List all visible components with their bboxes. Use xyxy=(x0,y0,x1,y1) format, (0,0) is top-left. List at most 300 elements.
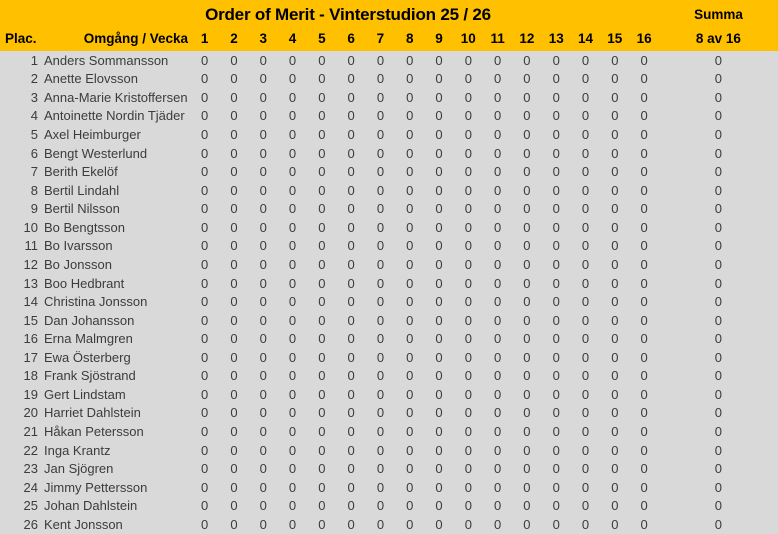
score-cell: 0 xyxy=(435,219,443,235)
score-cell: 0 xyxy=(230,182,238,198)
score-cell: 0 xyxy=(494,461,502,477)
score-cell: 0 xyxy=(201,368,209,384)
score-cell: 0 xyxy=(581,294,590,310)
score-cell: 0 xyxy=(581,424,590,440)
score-cell: 0 xyxy=(201,461,209,477)
score-cell: 0 xyxy=(611,498,619,514)
score-cell: 0 xyxy=(464,275,472,291)
score-cell: 0 xyxy=(640,442,648,458)
score-cell: 0 xyxy=(318,386,326,402)
score-cell: 0 xyxy=(611,516,619,532)
score-cell: 0 xyxy=(406,516,414,532)
player-rank: 6 xyxy=(30,145,38,161)
score-cell: 0 xyxy=(406,52,414,68)
score-cell: 0 xyxy=(406,71,414,87)
score-cell: 0 xyxy=(288,201,297,217)
score-cell: 0 xyxy=(230,164,238,180)
score-cell: 0 xyxy=(435,294,443,310)
summa-cell: 0 xyxy=(714,294,722,310)
player-rank: 5 xyxy=(30,127,38,143)
score-cell: 0 xyxy=(494,164,502,180)
summa-cell: 0 xyxy=(714,312,722,328)
score-cell: 0 xyxy=(288,294,297,310)
score-cell: 0 xyxy=(201,479,209,495)
score-cell: 0 xyxy=(376,275,385,291)
player-rank: 11 xyxy=(24,238,38,254)
score-cell: 0 xyxy=(494,386,502,402)
score-cell: 0 xyxy=(230,386,238,402)
player-rank: 20 xyxy=(23,405,38,421)
player-rank: 16 xyxy=(23,331,38,347)
score-cell: 0 xyxy=(259,145,267,161)
column-header-row xyxy=(0,27,778,51)
score-cell: 0 xyxy=(318,182,326,198)
score-cell: 0 xyxy=(288,424,297,440)
score-cell: 0 xyxy=(640,498,648,514)
player-rank: 7 xyxy=(30,164,38,180)
score-cell: 0 xyxy=(640,349,648,365)
col-header-round: 3 xyxy=(259,31,267,46)
col-header-round-week: Omgång / Vecka xyxy=(83,31,188,46)
score-cell: 0 xyxy=(376,405,385,421)
score-cell: 0 xyxy=(230,405,238,421)
score-cell: 0 xyxy=(464,71,472,87)
score-cell: 0 xyxy=(259,238,267,254)
score-cell: 0 xyxy=(435,386,443,402)
score-cell: 0 xyxy=(201,127,209,143)
score-cell: 0 xyxy=(435,349,443,365)
score-cell: 0 xyxy=(523,219,531,235)
score-cell: 0 xyxy=(230,442,238,458)
score-cell: 0 xyxy=(552,294,560,310)
score-cell: 0 xyxy=(640,219,648,235)
player-rank: 9 xyxy=(30,201,38,217)
score-cell: 0 xyxy=(523,164,531,180)
score-cell: 0 xyxy=(464,442,472,458)
score-cell: 0 xyxy=(552,201,560,217)
score-cell: 0 xyxy=(611,405,619,421)
player-rank: 17 xyxy=(23,349,38,365)
score-cell: 0 xyxy=(406,275,414,291)
player-rank: 10 xyxy=(23,219,38,235)
score-cell: 0 xyxy=(259,89,267,105)
score-cell: 0 xyxy=(376,331,385,347)
score-cell: 0 xyxy=(406,461,414,477)
score-cell: 0 xyxy=(259,349,267,365)
score-cell: 0 xyxy=(552,219,560,235)
player-rank: 12 xyxy=(23,256,38,272)
score-cell: 0 xyxy=(406,442,414,458)
player-name: Jimmy Pettersson xyxy=(44,479,148,495)
score-cell: 0 xyxy=(611,201,619,217)
score-cell: 0 xyxy=(259,312,267,328)
score-cell: 0 xyxy=(259,461,267,477)
score-cell: 0 xyxy=(640,256,648,272)
score-cell: 0 xyxy=(201,331,209,347)
score-cell: 0 xyxy=(347,201,355,217)
score-cell: 0 xyxy=(230,145,238,161)
score-cell: 0 xyxy=(347,349,355,365)
score-cell: 0 xyxy=(347,479,355,495)
score-cell: 0 xyxy=(552,127,560,143)
score-cell: 0 xyxy=(288,312,297,328)
score-cell: 0 xyxy=(288,331,297,347)
score-cell: 0 xyxy=(494,498,502,514)
summa-cell: 0 xyxy=(714,424,722,440)
table-row xyxy=(0,385,778,404)
score-cell: 0 xyxy=(494,294,502,310)
score-cell: 0 xyxy=(230,479,238,495)
score-cell: 0 xyxy=(494,312,502,328)
summa-label: Summa xyxy=(694,7,743,22)
summa-cell: 0 xyxy=(714,145,722,161)
score-cell: 0 xyxy=(259,498,267,514)
score-cell: 0 xyxy=(611,275,619,291)
table-row xyxy=(0,88,778,107)
score-cell: 0 xyxy=(464,219,472,235)
score-cell: 0 xyxy=(581,182,590,198)
score-cell: 0 xyxy=(581,331,590,347)
player-name: Harriet Dahlstein xyxy=(44,405,141,421)
score-cell: 0 xyxy=(464,312,472,328)
score-cell: 0 xyxy=(406,127,414,143)
score-cell: 0 xyxy=(201,71,209,87)
title-row xyxy=(0,0,778,27)
player-name: Bo Jonsson xyxy=(44,256,112,272)
col-header-round: 5 xyxy=(318,31,326,46)
score-cell: 0 xyxy=(581,256,590,272)
score-cell: 0 xyxy=(435,145,443,161)
score-cell: 0 xyxy=(318,256,326,272)
score-cell: 0 xyxy=(259,405,267,421)
player-name: Anders Sommansson xyxy=(44,52,169,68)
score-cell: 0 xyxy=(581,516,590,532)
score-cell: 0 xyxy=(552,164,560,180)
summa-cell: 0 xyxy=(714,238,722,254)
score-cell: 0 xyxy=(376,312,385,328)
score-cell: 0 xyxy=(318,424,326,440)
summa-cell: 0 xyxy=(714,201,722,217)
score-cell: 0 xyxy=(318,89,326,105)
score-cell: 0 xyxy=(406,424,414,440)
player-rank: 13 xyxy=(23,275,38,291)
score-cell: 0 xyxy=(464,405,472,421)
score-cell: 0 xyxy=(435,368,443,384)
score-cell: 0 xyxy=(376,349,385,365)
score-cell: 0 xyxy=(464,164,472,180)
score-cell: 0 xyxy=(318,201,326,217)
player-name: Anna-Marie Kristoffersen xyxy=(44,89,188,105)
score-cell: 0 xyxy=(523,256,531,272)
score-cell: 0 xyxy=(581,219,590,235)
table-row xyxy=(0,441,778,460)
col-header-round: 6 xyxy=(347,31,355,46)
player-rank: 1 xyxy=(30,52,38,68)
score-cell: 0 xyxy=(640,331,648,347)
table-row xyxy=(0,162,778,181)
score-cell: 0 xyxy=(288,461,297,477)
table-row xyxy=(0,478,778,497)
score-cell: 0 xyxy=(464,386,472,402)
score-cell: 0 xyxy=(230,294,238,310)
score-cell: 0 xyxy=(581,349,590,365)
score-cell: 0 xyxy=(464,108,472,124)
score-cell: 0 xyxy=(552,238,560,254)
score-cell: 0 xyxy=(464,349,472,365)
score-cell: 0 xyxy=(640,386,648,402)
score-cell: 0 xyxy=(581,201,590,217)
score-cell: 0 xyxy=(523,275,531,291)
score-cell: 0 xyxy=(201,498,209,514)
summa-cell: 0 xyxy=(714,442,722,458)
score-cell: 0 xyxy=(523,201,531,217)
score-cell: 0 xyxy=(288,368,297,384)
table-row xyxy=(0,367,778,386)
table-row xyxy=(0,181,778,200)
score-cell: 0 xyxy=(347,312,355,328)
score-cell: 0 xyxy=(376,219,385,235)
score-cell: 0 xyxy=(376,498,385,514)
score-cell: 0 xyxy=(259,386,267,402)
player-name: Bo Bengtsson xyxy=(44,219,125,235)
score-cell: 0 xyxy=(640,145,648,161)
score-cell: 0 xyxy=(318,461,326,477)
score-cell: 0 xyxy=(494,349,502,365)
score-cell: 0 xyxy=(406,201,414,217)
score-cell: 0 xyxy=(464,145,472,161)
player-name: Erna Malmgren xyxy=(44,331,133,347)
score-cell: 0 xyxy=(318,238,326,254)
score-cell: 0 xyxy=(347,256,355,272)
score-cell: 0 xyxy=(494,71,502,87)
player-name: Bertil Nilsson xyxy=(44,201,120,217)
score-cell: 0 xyxy=(581,479,590,495)
score-cell: 0 xyxy=(201,164,209,180)
score-cell: 0 xyxy=(318,498,326,514)
score-cell: 0 xyxy=(464,52,472,68)
score-cell: 0 xyxy=(406,164,414,180)
summa-cell: 0 xyxy=(714,127,722,143)
score-cell: 0 xyxy=(435,424,443,440)
score-cell: 0 xyxy=(640,52,648,68)
player-name: Berith Ekelöf xyxy=(44,164,118,180)
col-header-plac: Plac. xyxy=(5,31,37,46)
score-cell: 0 xyxy=(347,275,355,291)
score-cell: 0 xyxy=(406,312,414,328)
score-cell: 0 xyxy=(581,127,590,143)
player-rank: 8 xyxy=(30,182,38,198)
score-cell: 0 xyxy=(201,108,209,124)
score-cell: 0 xyxy=(611,294,619,310)
score-cell: 0 xyxy=(347,498,355,514)
score-cell: 0 xyxy=(347,182,355,198)
score-cell: 0 xyxy=(435,52,443,68)
score-cell: 0 xyxy=(406,145,414,161)
score-cell: 0 xyxy=(288,164,297,180)
col-header-round: 4 xyxy=(288,31,297,46)
score-cell: 0 xyxy=(259,331,267,347)
score-cell: 0 xyxy=(435,89,443,105)
score-cell: 0 xyxy=(581,405,590,421)
score-cell: 0 xyxy=(201,516,209,532)
summa-cell: 0 xyxy=(714,89,722,105)
score-cell: 0 xyxy=(640,71,648,87)
score-cell: 0 xyxy=(230,349,238,365)
player-rank: 23 xyxy=(23,461,38,477)
score-cell: 0 xyxy=(494,368,502,384)
score-cell: 0 xyxy=(494,201,502,217)
score-cell: 0 xyxy=(640,127,648,143)
score-cell: 0 xyxy=(318,108,326,124)
summa-cell: 0 xyxy=(714,275,722,291)
score-cell: 0 xyxy=(581,275,590,291)
score-cell: 0 xyxy=(523,331,531,347)
score-cell: 0 xyxy=(640,516,648,532)
score-cell: 0 xyxy=(230,516,238,532)
score-cell: 0 xyxy=(581,386,590,402)
score-cell: 0 xyxy=(201,424,209,440)
score-cell: 0 xyxy=(523,182,531,198)
score-cell: 0 xyxy=(464,182,472,198)
score-cell: 0 xyxy=(230,127,238,143)
player-name: Inga Krantz xyxy=(44,442,111,458)
score-cell: 0 xyxy=(552,386,560,402)
score-cell: 0 xyxy=(552,479,560,495)
score-cell: 0 xyxy=(406,256,414,272)
player-name: Christina Jonsson xyxy=(44,294,148,310)
col-header-round: 10 xyxy=(460,31,476,46)
score-cell: 0 xyxy=(464,498,472,514)
page-title: Order of Merit - Vinterstudion 25 / 26 xyxy=(205,5,491,24)
score-cell: 0 xyxy=(406,349,414,365)
score-cell: 0 xyxy=(552,71,560,87)
score-cell: 0 xyxy=(318,127,326,143)
player-rank: 24 xyxy=(23,479,38,495)
score-cell: 0 xyxy=(611,331,619,347)
score-cell: 0 xyxy=(259,479,267,495)
score-cell: 0 xyxy=(288,89,297,105)
score-cell: 0 xyxy=(611,349,619,365)
score-cell: 0 xyxy=(611,52,619,68)
score-cell: 0 xyxy=(435,405,443,421)
score-cell: 0 xyxy=(201,201,209,217)
score-cell: 0 xyxy=(347,442,355,458)
score-cell: 0 xyxy=(523,405,531,421)
score-cell: 0 xyxy=(259,424,267,440)
score-cell: 0 xyxy=(288,349,297,365)
score-cell: 0 xyxy=(523,238,531,254)
player-rank: 26 xyxy=(23,516,38,532)
score-cell: 0 xyxy=(464,256,472,272)
score-cell: 0 xyxy=(435,108,443,124)
score-cell: 0 xyxy=(347,219,355,235)
score-cell: 0 xyxy=(259,219,267,235)
score-cell: 0 xyxy=(230,331,238,347)
col-header-round: 15 xyxy=(607,31,623,46)
score-cell: 0 xyxy=(406,331,414,347)
score-cell: 0 xyxy=(552,405,560,421)
score-cell: 0 xyxy=(640,368,648,384)
player-name: Anette Elovsson xyxy=(44,71,138,87)
score-cell: 0 xyxy=(552,312,560,328)
player-rank: 18 xyxy=(23,368,38,384)
player-name: Johan Dahlstein xyxy=(44,498,138,514)
score-cell: 0 xyxy=(581,145,590,161)
col-header-summa: 8 av 16 xyxy=(695,31,741,46)
score-cell: 0 xyxy=(523,312,531,328)
col-header-round: 13 xyxy=(548,31,564,46)
player-rank: 14 xyxy=(23,294,38,310)
score-cell: 0 xyxy=(464,201,472,217)
score-cell: 0 xyxy=(288,127,297,143)
score-cell: 0 xyxy=(201,89,209,105)
score-cell: 0 xyxy=(376,424,385,440)
score-cell: 0 xyxy=(288,386,297,402)
score-cell: 0 xyxy=(581,312,590,328)
score-cell: 0 xyxy=(494,108,502,124)
score-cell: 0 xyxy=(347,89,355,105)
score-cell: 0 xyxy=(259,256,267,272)
summa-cell: 0 xyxy=(714,498,722,514)
score-cell: 0 xyxy=(581,461,590,477)
score-cell: 0 xyxy=(523,52,531,68)
table-row xyxy=(0,255,778,274)
col-header-round: 12 xyxy=(519,31,535,46)
score-cell: 0 xyxy=(611,442,619,458)
summa-cell: 0 xyxy=(714,386,722,402)
score-cell: 0 xyxy=(318,294,326,310)
score-cell: 0 xyxy=(611,238,619,254)
score-cell: 0 xyxy=(494,238,502,254)
col-header-round: 2 xyxy=(230,31,238,46)
score-cell: 0 xyxy=(288,145,297,161)
score-cell: 0 xyxy=(347,516,355,532)
score-cell: 0 xyxy=(523,498,531,514)
score-cell: 0 xyxy=(640,312,648,328)
player-name: Dan Johansson xyxy=(44,312,135,328)
score-cell: 0 xyxy=(201,312,209,328)
table-row xyxy=(0,274,778,293)
score-cell: 0 xyxy=(523,127,531,143)
summa-cell: 0 xyxy=(714,108,722,124)
score-cell: 0 xyxy=(611,424,619,440)
score-cell: 0 xyxy=(611,461,619,477)
player-rank: 3 xyxy=(30,89,38,105)
table-row xyxy=(0,311,778,330)
score-cell: 0 xyxy=(552,89,560,105)
score-cell: 0 xyxy=(464,238,472,254)
player-rank: 25 xyxy=(23,498,38,514)
player-name: Jan Sjögren xyxy=(44,461,114,477)
score-cell: 0 xyxy=(406,238,414,254)
score-cell: 0 xyxy=(435,331,443,347)
score-cell: 0 xyxy=(288,442,297,458)
score-cell: 0 xyxy=(230,498,238,514)
score-cell: 0 xyxy=(611,108,619,124)
score-cell: 0 xyxy=(464,461,472,477)
score-cell: 0 xyxy=(288,108,297,124)
score-cell: 0 xyxy=(318,479,326,495)
score-cell: 0 xyxy=(611,312,619,328)
table-row xyxy=(0,497,778,516)
table-row xyxy=(0,107,778,126)
player-name: Ewa Österberg xyxy=(44,349,131,365)
player-name: Bengt Westerlund xyxy=(44,145,148,161)
score-cell: 0 xyxy=(201,349,209,365)
score-cell: 0 xyxy=(581,238,590,254)
score-cell: 0 xyxy=(318,368,326,384)
score-cell: 0 xyxy=(435,442,443,458)
